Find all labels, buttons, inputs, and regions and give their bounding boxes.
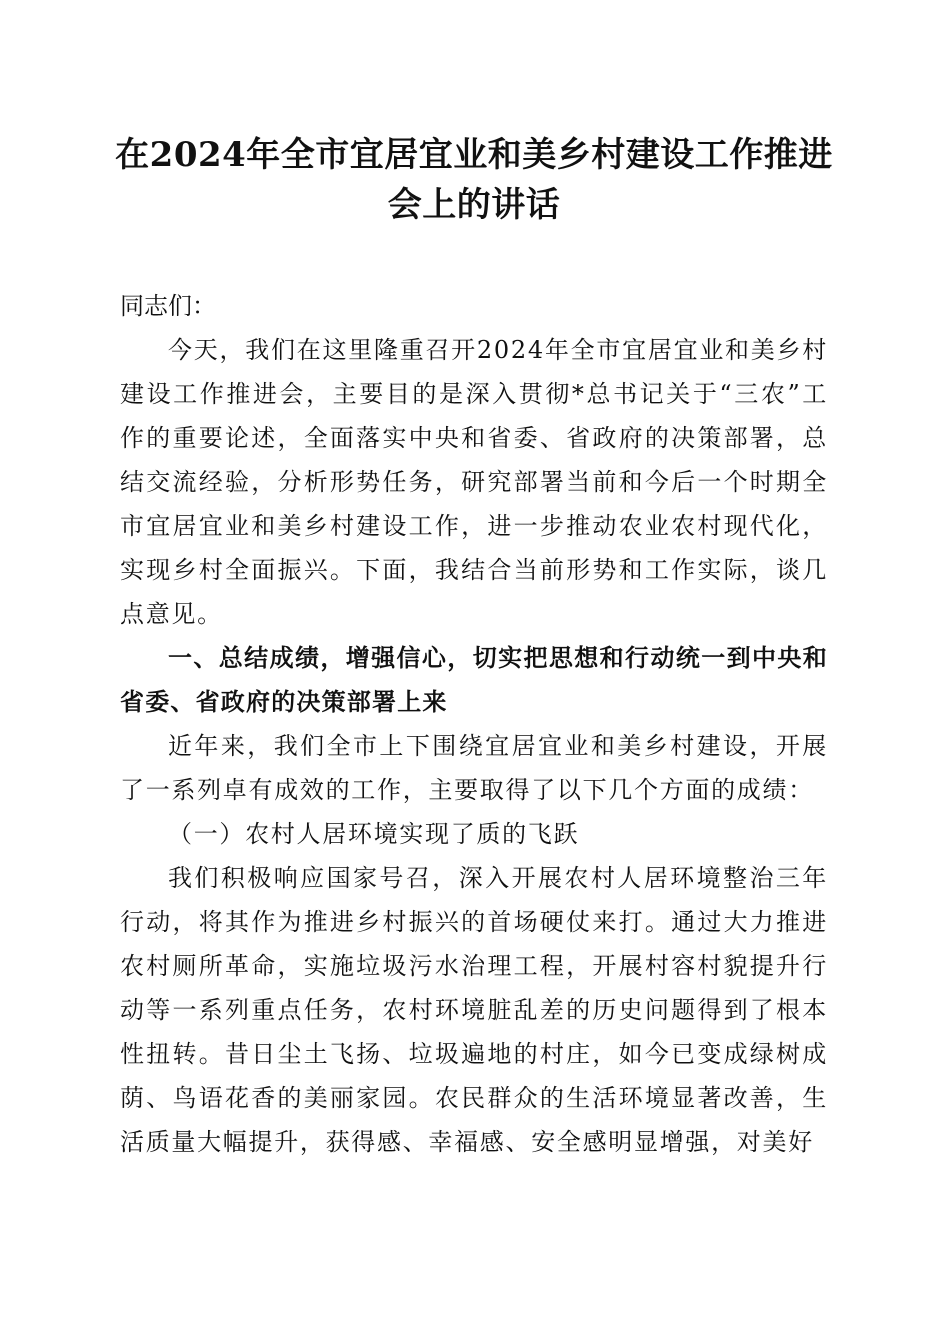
subsection-1-body-paragraph: 我们积极响应国家号召，深入开展农村人居环境整治三年行动，将其作为推进乡村振兴的首场硬仗来打。通过大力推进农村厕所革命，实施垃圾污水治理工程，开展村容村貌提升行动等一系列重点任务，农村环境脏乱差的历史问题得到了根本性扭转。昔日尘土飞扬、垃圾遍地的村庄，如今已变成绿树成荫、鸟语花香的美丽家园。农民群众的生活环境显著改善，生活质量大幅提升，获得感、幸福感、安全感明显增强，对美好 bbox=[120, 864, 828, 1156]
subsection-1-heading: （一）农村人居环境实现了质的飞跃 bbox=[168, 820, 580, 848]
section-1-intro-paragraph: 近年来，我们全市上下围绕宜居宜业和美乡村建设，开展了一系列卓有成效的工作，主要取得了以下几个方面的成绩： bbox=[120, 732, 828, 804]
document-title: 在2024年全市宜居宜业和美乡村建设工作推进会上的讲话 bbox=[115, 135, 833, 225]
salutation: 同志们： bbox=[120, 292, 216, 320]
section-1-heading: 一、总结成绩，增强信心，切实把思想和行动统一到中央和省委、省政府的决策部署上来 bbox=[120, 644, 828, 716]
intro-paragraph: 今天，我们在这里隆重召开2024年全市宜居宜业和美乡村建设工作推进会，主要目的是深入贯彻*总书记关于“三农”工作的重要论述，全面落实中央和省委、省政府的决策部署，总结交流经验，分析形势任务，研究部署当前和今后一个时期全市宜居宜业和美乡村建设工作，进一步推动农业农村现代化，实现乡村全面振兴。下面，我结合当前形势和工作实际，谈几点意见。 bbox=[120, 336, 828, 628]
document-page bbox=[115, 130, 833, 1164]
